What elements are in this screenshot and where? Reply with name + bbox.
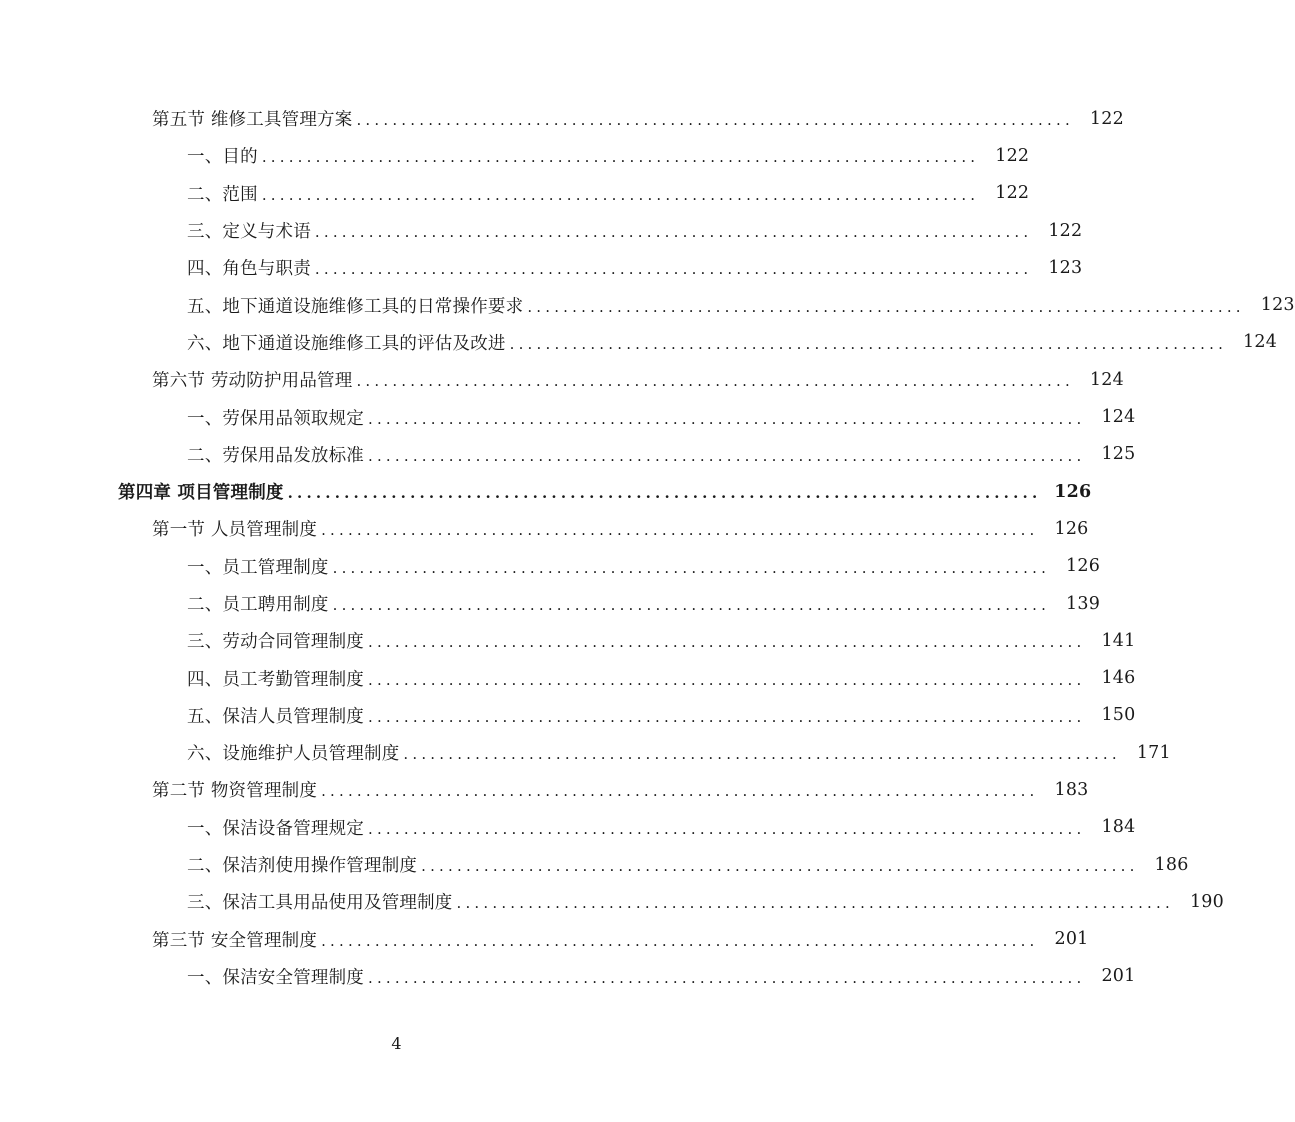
toc-entry-item[interactable] bbox=[0, 212, 1083, 249]
toc-entry-item[interactable] bbox=[0, 622, 1136, 659]
toc-entry-item[interactable] bbox=[0, 548, 1101, 585]
toc-dot-leader: ................................................................................ bbox=[368, 670, 1086, 689]
toc-entry-item[interactable] bbox=[0, 175, 1030, 212]
toc-dot-leader: ................................................................................ bbox=[403, 745, 1121, 764]
toc-entry-section[interactable] bbox=[0, 361, 1124, 398]
toc-entry-page: 126 bbox=[1066, 556, 1101, 577]
toc-entry-section[interactable] bbox=[0, 771, 1089, 808]
toc-entry-page: 123 bbox=[1260, 295, 1295, 316]
toc-entry-title: 第一节 人员管理制度 bbox=[152, 520, 318, 541]
toc-dot-leader: ................................................................................ bbox=[314, 223, 1033, 242]
toc-entry-title: 三、劳动合同管理制度 bbox=[187, 632, 364, 653]
toc-entry-title: 第二节 物资管理制度 bbox=[152, 781, 318, 802]
toc-entry-title: 三、保洁工具用品使用及管理制度 bbox=[187, 893, 453, 914]
toc-entry-item[interactable] bbox=[0, 436, 1136, 473]
toc-entry-page: 124 bbox=[1243, 332, 1278, 353]
toc-entry-item[interactable] bbox=[0, 286, 1295, 323]
toc-entry-title: 第三节 安全管理制度 bbox=[152, 930, 318, 951]
toc-entry-title: 四、角色与职责 bbox=[187, 259, 311, 280]
toc-entry-page: 122 bbox=[995, 145, 1030, 166]
toc-dot-leader: ................................................................................ bbox=[321, 521, 1039, 540]
toc-entry-page: 201 bbox=[1054, 929, 1089, 950]
page-number: 4 bbox=[391, 1034, 402, 1053]
toc-entry-title: 一、保洁设备管理规定 bbox=[187, 818, 364, 839]
toc-entry-page: 186 bbox=[1154, 854, 1189, 875]
toc-dot-leader: ................................................................................ bbox=[368, 707, 1086, 726]
toc-entry-item[interactable] bbox=[0, 958, 1136, 995]
toc-dot-leader: ................................................................................ bbox=[332, 558, 1051, 577]
toc-dot-leader: ................................................................................ bbox=[287, 484, 1042, 503]
toc-entry-page: 201 bbox=[1101, 966, 1136, 987]
toc-dot-leader: ................................................................................ bbox=[261, 185, 980, 204]
toc-entry-title: 第五节 维修工具管理方案 bbox=[152, 110, 353, 131]
toc-dot-leader: ................................................................................ bbox=[368, 446, 1086, 465]
toc-entry-title: 六、设施维护人员管理制度 bbox=[187, 744, 400, 765]
toc-entry-page: 171 bbox=[1136, 742, 1171, 763]
toc-dot-leader: ................................................................................ bbox=[527, 297, 1245, 316]
toc-entry-item[interactable] bbox=[0, 734, 1171, 771]
toc-entry-title: 第四章 项目管理制度 bbox=[118, 483, 284, 504]
toc-dot-leader: ................................................................................ bbox=[368, 819, 1086, 838]
toc-entry-item[interactable] bbox=[0, 324, 1278, 361]
toc-entry-title: 五、保洁人员管理制度 bbox=[187, 706, 364, 727]
toc-entry-page: 146 bbox=[1101, 668, 1136, 689]
toc-entry-page: 124 bbox=[1101, 407, 1136, 428]
toc-dot-leader: ................................................................................ bbox=[332, 596, 1051, 614]
toc-entry-title: 一、保洁安全管理制度 bbox=[187, 967, 364, 988]
toc-entry-title: 二、员工聘用制度 bbox=[187, 595, 329, 615]
toc-entry-title: 第六节 劳动防护用品管理 bbox=[152, 371, 353, 392]
toc-entry-chapter[interactable] bbox=[0, 473, 1092, 510]
toc-entry-page: 126 bbox=[1054, 481, 1092, 502]
toc-entry-page: 190 bbox=[1189, 891, 1224, 912]
toc-dot-leader: ................................................................................ bbox=[261, 148, 980, 167]
toc-entry-page: 122 bbox=[1089, 108, 1124, 129]
toc-entry-page: 123 bbox=[1048, 257, 1083, 278]
toc-dot-leader: ................................................................................ bbox=[509, 334, 1228, 353]
toc-dot-leader: ................................................................................ bbox=[456, 894, 1174, 913]
toc-entry-page: 150 bbox=[1101, 705, 1136, 726]
toc-entry-title: 一、劳保用品领取规定 bbox=[187, 408, 364, 429]
toc-dot-leader: ................................................................................ bbox=[356, 372, 1074, 391]
toc-entry-page: 184 bbox=[1101, 817, 1136, 838]
toc-entry-page: 122 bbox=[995, 183, 1030, 204]
toc-dot-leader: ................................................................................ bbox=[368, 633, 1086, 652]
toc-entry-title: 二、劳保用品发放标准 bbox=[187, 445, 364, 466]
toc-entry-title: 一、员工管理制度 bbox=[187, 557, 329, 578]
toc-dot-leader: ................................................................................ bbox=[368, 968, 1086, 987]
toc-entry-title: 一、目的 bbox=[187, 147, 258, 168]
toc-entry-title: 二、范围 bbox=[187, 184, 258, 205]
toc-entry-section[interactable] bbox=[0, 100, 1124, 137]
toc-entry-title: 二、保洁剂使用操作管理制度 bbox=[187, 856, 418, 877]
toc-entry-title: 五、地下通道设施维修工具的日常操作要求 bbox=[187, 296, 524, 317]
toc-entry-page: 126 bbox=[1054, 518, 1089, 539]
table-of-contents bbox=[0, 100, 1295, 995]
toc-dot-leader: ................................................................................ bbox=[321, 782, 1039, 801]
toc-entry-item[interactable] bbox=[0, 809, 1136, 846]
toc-dot-leader: ................................................................................ bbox=[356, 111, 1074, 130]
toc-entry-item[interactable] bbox=[0, 846, 1189, 883]
toc-entry-section[interactable] bbox=[0, 921, 1089, 958]
toc-entry-item[interactable] bbox=[0, 585, 1101, 622]
toc-entry-title: 四、员工考勤管理制度 bbox=[187, 669, 364, 690]
toc-entry-item[interactable] bbox=[0, 398, 1136, 435]
toc-entry-title: 六、地下通道设施维修工具的评估及改进 bbox=[187, 333, 506, 354]
toc-dot-leader: ................................................................................ bbox=[321, 931, 1039, 950]
toc-entry-title: 三、定义与术语 bbox=[187, 222, 311, 243]
toc-entry-page: 124 bbox=[1089, 369, 1124, 390]
toc-entry-item[interactable] bbox=[0, 249, 1083, 286]
toc-dot-leader: ................................................................................ bbox=[368, 409, 1086, 428]
toc-entry-page: 122 bbox=[1048, 220, 1083, 241]
toc-entry-item[interactable] bbox=[0, 697, 1136, 734]
toc-entry-page: 141 bbox=[1101, 630, 1136, 651]
toc-entry-item[interactable] bbox=[0, 659, 1136, 696]
toc-entry-item[interactable] bbox=[0, 883, 1224, 920]
toc-dot-leader: ................................................................................ bbox=[421, 857, 1139, 876]
toc-entry-section[interactable] bbox=[0, 510, 1089, 547]
toc-entry-page: 125 bbox=[1101, 444, 1136, 465]
toc-entry-item[interactable] bbox=[0, 137, 1030, 174]
toc-entry-page: 183 bbox=[1054, 779, 1089, 800]
toc-dot-leader: ................................................................................ bbox=[314, 260, 1033, 279]
toc-entry-page: 139 bbox=[1066, 593, 1101, 614]
